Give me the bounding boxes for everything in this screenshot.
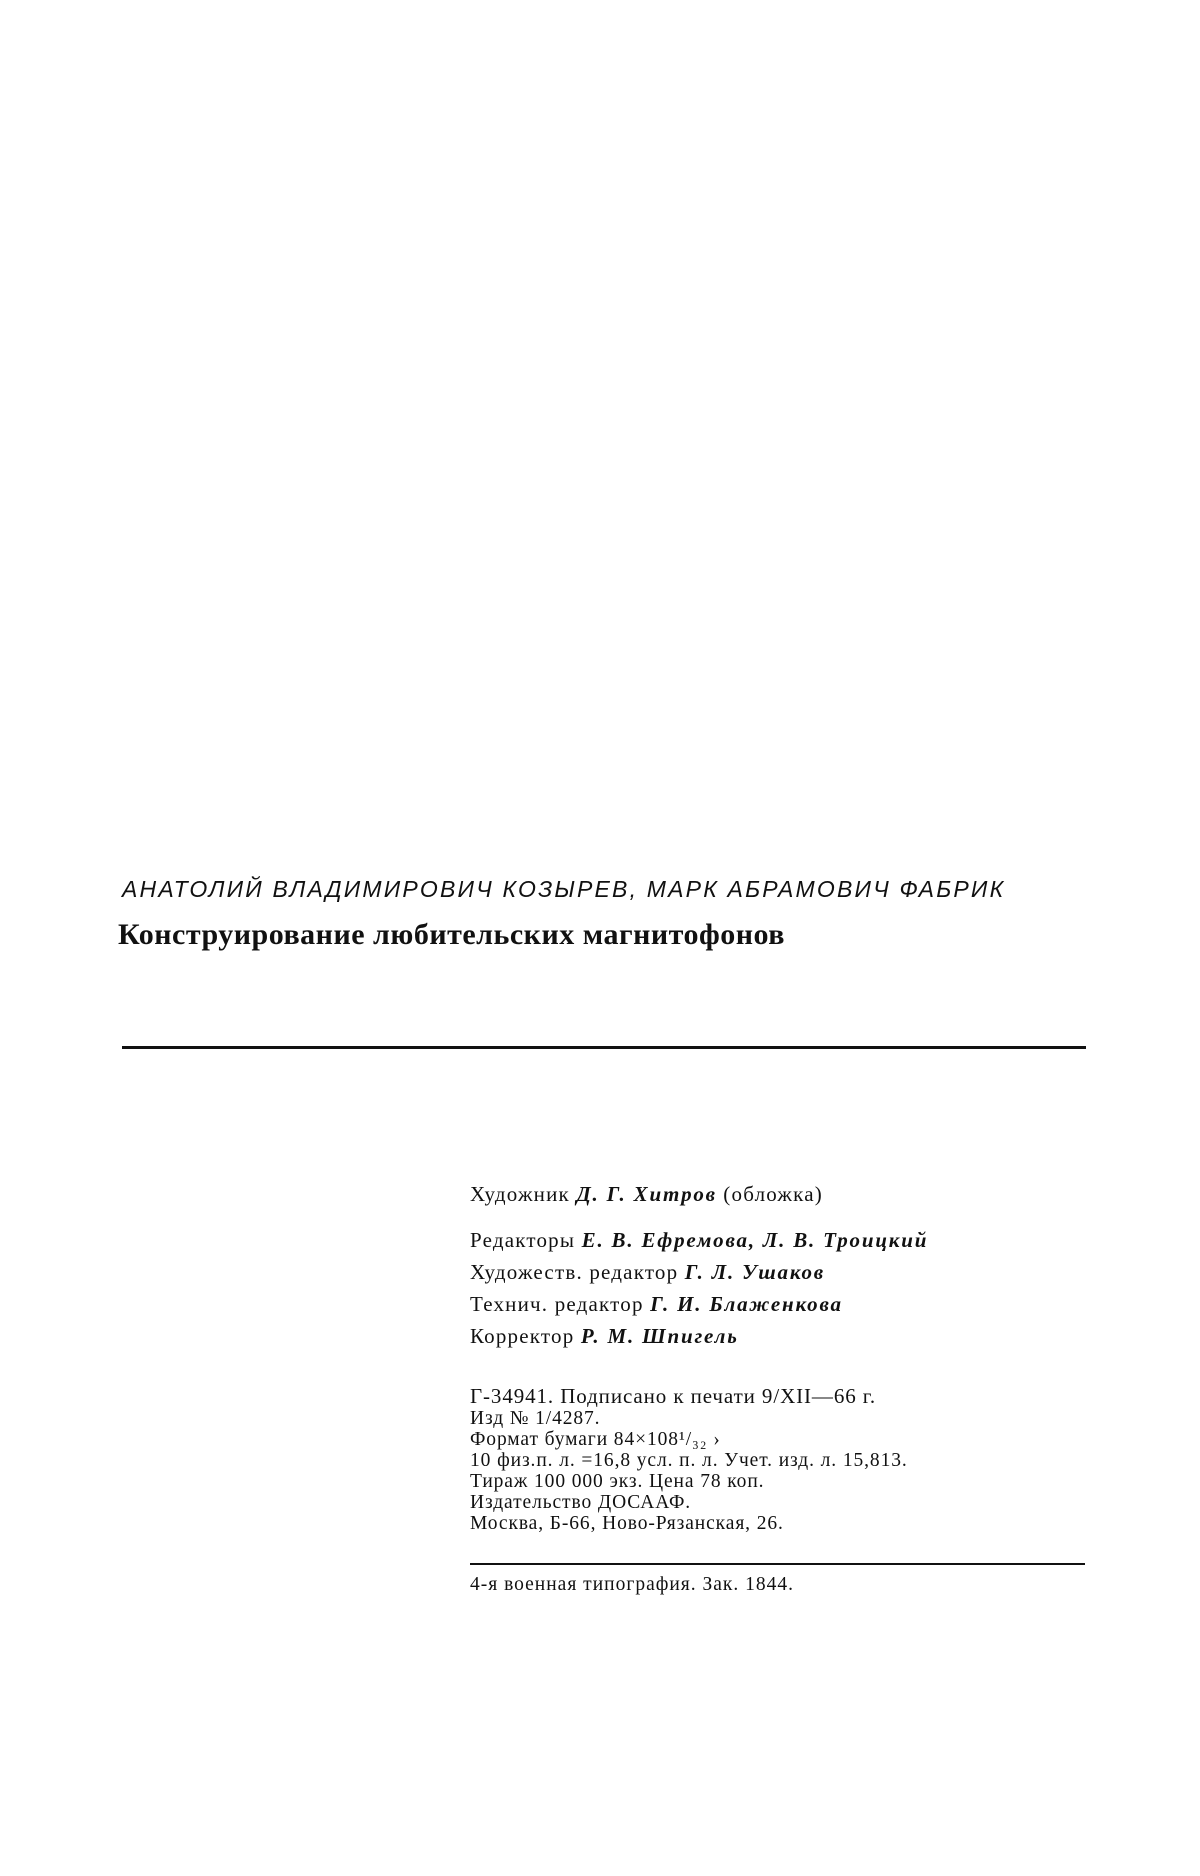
credit-role: Технич. редактор xyxy=(470,1292,651,1316)
credit-role: Художник xyxy=(470,1182,577,1206)
imprint-line: Изд № 1/4287. xyxy=(470,1408,601,1429)
imprint-line: Издательство ДОСААФ. xyxy=(470,1492,692,1513)
credit-role: Редакторы xyxy=(470,1228,582,1252)
printer-line: 4-я военная типография. Зак. 1844. xyxy=(470,1574,795,1595)
main-divider xyxy=(122,1046,1086,1049)
credit-name: Д. Г. Хитров xyxy=(576,1182,717,1206)
credit-role: Корректор xyxy=(470,1324,581,1348)
imprint-line: Формат бумаги 84×108¹/₃₂ › xyxy=(470,1429,721,1450)
credits-block xyxy=(470,1178,1090,1352)
credit-artist xyxy=(470,1178,1090,1210)
authors-line: АНАТОЛИЙ ВЛАДИМИРОВИЧ КОЗЫРЕВ, МАРК АБРАМОВИЧ ФАБРИК xyxy=(122,876,1006,902)
credit-name: Г. И. Блаженкова xyxy=(650,1292,843,1316)
imprint-line: Г-34941. Подписано к печати 9/XII—66 г. xyxy=(470,1384,877,1408)
credit-name: Е. В. Ефремова, Л. В. Троицкий xyxy=(581,1228,929,1252)
credit-art-editor xyxy=(470,1256,1090,1288)
imprint-line: 10 физ.п. л. =16,8 усл. п. л. Учет. изд. л. 15,813. xyxy=(470,1450,908,1471)
imprint-block xyxy=(470,1384,1090,1534)
credit-name: Р. М. Шпигель xyxy=(580,1324,739,1348)
imprint-divider xyxy=(470,1563,1085,1565)
credit-name: Г. Л. Ушаков xyxy=(684,1260,825,1284)
book-title: Конструирование любительских магнитофонов xyxy=(118,918,785,951)
imprint-line: Тираж 100 000 экз. Цена 78 коп. xyxy=(470,1471,765,1492)
credit-role: Художеств. редактор xyxy=(470,1260,685,1284)
imprint-line: Москва, Б-66, Ново-Рязанская, 26. xyxy=(470,1513,784,1534)
credit-editors xyxy=(470,1224,1090,1256)
credit-tech-editor xyxy=(470,1288,1090,1320)
credit-proofreader xyxy=(470,1320,1090,1352)
credit-suffix: (обложка) xyxy=(716,1182,823,1206)
